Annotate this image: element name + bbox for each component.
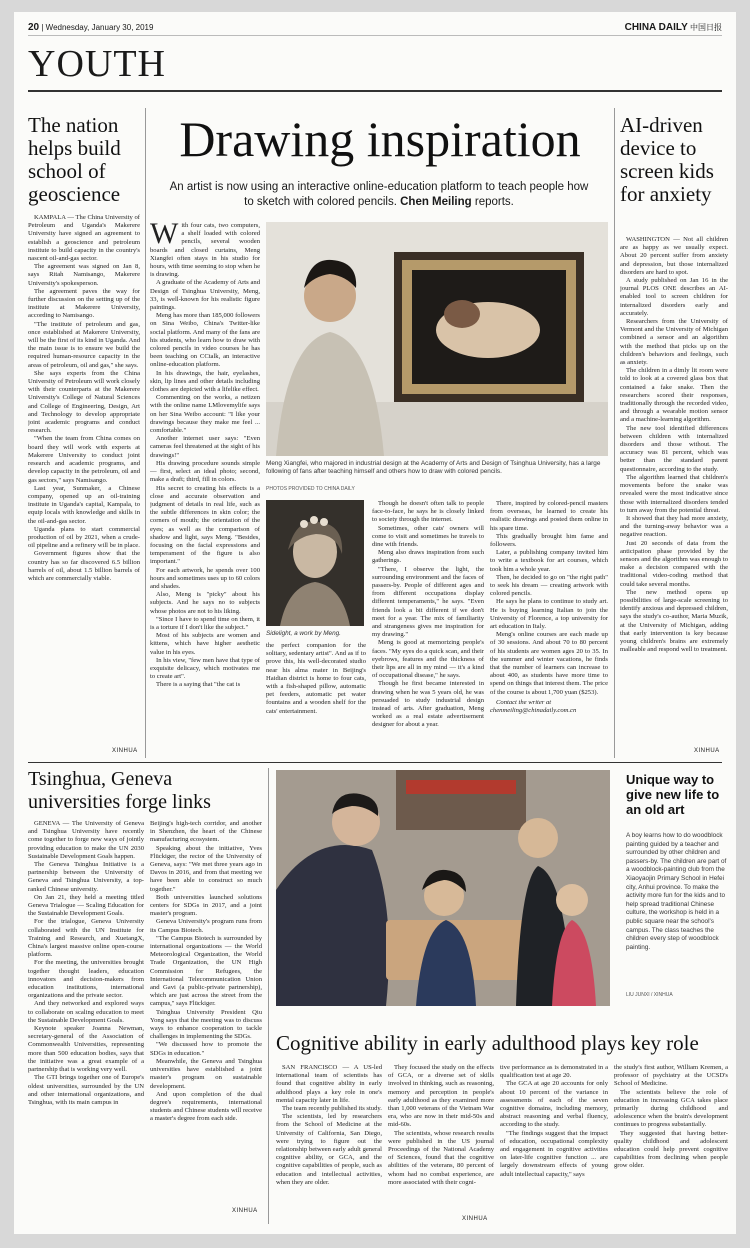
main-col-2 <box>266 642 366 756</box>
paragraph: Speaking about the initiative, Yves Flückiger, the rector of the University of Geneva, says: "We met three years ago in Davos in 2016, and from that meeting we have been able to construct so much together." <box>150 844 262 893</box>
main-deck-end: reports. <box>474 196 514 208</box>
main-col-4 <box>490 500 608 756</box>
left-story-body <box>28 214 140 744</box>
paragraph: Beijing's high-tech corridor, and another in Shenzhen, the heart of the Chinese manufacturing ecosystem. <box>150 820 262 844</box>
paragraph: In his drawings, the hair, eyelashes, skin, lip lines and other details including clothes are depicted with a lifelike effect. <box>150 369 260 394</box>
paragraph: Last year, Sunmaker, a Chinese company, opened up an oil-training institute in Uganda's capital, Kampala, to equip locals with knowledge and skills in the oil-and-gas sector. <box>28 484 140 525</box>
paragraph: Meanwhile, the Geneva and Tsinghua universities have established a joint master's program on sustainable development. <box>150 1057 262 1090</box>
paragraph: Also, Meng is "picky" about his subjects. And he says no to subjects whose photos are not to his liking. <box>150 591 260 615</box>
paragraph: His secret to creating his effects is a close and accurate observation and judgment of details in real life, such as the subtle differences in skin color; the corners of mouth; the orientation of the eyes; as well as the comparison of shadow and light, says Meng. "Besides, focusing on the facial expressions and temperament of the figure is also important." <box>150 484 260 566</box>
main-col-3 <box>372 500 484 756</box>
paragraph: They suggested that having better-quality childhood and adolescent education could help prevent cognitive capabilities from declining when people grow older. <box>614 1129 728 1170</box>
paragraph: Meng also draws inspiration from such gatherings. <box>372 549 484 565</box>
paragraph: GENEVA — The University of Geneva and Tsinghua University have recently come together to forge new ways of jointly providing education to make the UN 2030 Sustainable Development Goals happen. <box>28 820 144 860</box>
masthead: CHINA DAILY <box>624 22 688 33</box>
woodblock-illustration <box>276 770 610 1006</box>
section-title: YOUTH <box>28 43 166 85</box>
photo-story-credit: LIU JUNXI / XINHUA <box>626 992 673 998</box>
bottom-headline: Cognitive ability in early adulthood plays key role <box>276 1031 699 1055</box>
paragraph: Though he doesn't often talk to people face-to-face, he says he is closely linked to society through the internet. <box>372 500 484 524</box>
bottom-left-col-1 <box>28 820 144 1216</box>
paragraph: The scientists, whose research results were published in the US journal Proceedings of the National Academy of Sciences, found that the cognitive abilities of the veterans, 80 percent of whom had no combat experience, are more associated with their cogni- <box>388 1129 494 1186</box>
artist-photo-illustration <box>266 222 608 456</box>
paragraph: This gradually brought him fame and followers. <box>490 532 608 549</box>
paragraph: The GCA at age 20 accounts for only about 10 percent of the variance in assessments of each of the seven cognitive domains, including memory, abstract reasoning and verbal fluency, according to the study. <box>500 1080 608 1129</box>
artwork-photo <box>266 500 364 626</box>
paragraph: Commenting on the works, a netizen with the online name LMlovemylife says on her Sina Weibo account: "I like your drawings because they make me feel ... comfortable." <box>150 394 260 435</box>
paragraph: Then, he decided to go on "the right path" to seek his dream — creating artwork with colored pencils. <box>490 573 608 598</box>
paragraph: Meng's online courses are each made up of 30 sessions. And about 70 to 80 percent of his students are women ages 20 to 35. In the summer and winter vacations, he finds that the number of learners can increase to about 400, as students have more time to spend on things that interest them. The price of the course is about 1,700 yuan ($253). <box>490 631 608 696</box>
paragraph: The new tool identified differences between children with internalized disorders and those without. The accuracy was 81 percent, which was better than the standard parent questionnaire, according to the study. <box>620 424 728 473</box>
column-rule <box>614 108 615 758</box>
main-deck-author: Chen Meiling <box>400 196 472 208</box>
folio: 20 | Wednesday, January 30, 2019 CHINA DAILY 中国日报 <box>28 20 722 36</box>
paragraph: Later, a publishing company invited him to write a textbook for art courses, which took him a whole year. <box>490 549 608 573</box>
column-rule <box>268 768 269 1224</box>
paragraph: It showed that they had more anxiety, and the turning-away behavior was a negative reaction. <box>620 514 728 539</box>
paragraph: The GTI brings together one of Europe's oldest universities, surrounded by the UN and other international organizations, and Tsinghua, with its main campus in <box>28 1074 144 1106</box>
paragraph: In his view, "few men have that type of exquisite delicacy, which motivates me to create art". <box>150 656 260 681</box>
bottom-col-4 <box>614 1064 728 1214</box>
paragraph: His drawing procedure sounds simple — first, select an ideal photo; second, make a draft; third, fill in colors. <box>150 459 260 484</box>
paragraph: A study published on Jan 16 in the journal PLOS ONE describes an AI-enabled tool to screen children for internalized disorders early and accurately. <box>620 277 728 317</box>
paragraph: Tsinghua University President Qiu Yong says that the meeting was to discuss ways to enhance cooperation to tackle challenges in implementing the SDGs. <box>150 1008 262 1041</box>
paragraph: Another internet user says: "Even cameras feel threatened at the sight of his drawings!" <box>150 435 260 459</box>
paragraph: Uganda plans to start commercial production of oil by 2021, when a crude-oil pipeline and a refinery will be in place. <box>28 525 140 550</box>
section-rule <box>28 90 722 92</box>
main-col-1 <box>150 222 260 756</box>
paragraph: The agreement was signed on Jan 8, says Ritah Namisango, Makerere University's spokesperson. <box>28 263 140 287</box>
column-rule <box>145 108 146 758</box>
paragraph: the perfect companion for the solitary, sedentary artist". And as if to prove this, his well-decorated studio near his alma mater in Beijing's Haidian district is home to four cats, with a fish-shaped pillow, automatic pet feeders, automatic pet water fountains and a wooden shelf for the cats' entertainment. <box>266 642 366 715</box>
contact-label: Contact the writer at <box>496 698 552 706</box>
paragraph: The Geneva Tsinghua Initiative is a partnership between the University of Geneva and Tsinghua University, a top-ranked Chinese university. <box>28 861 144 893</box>
paragraph: The new method opens up possibilities of large-scale screening to identify anxious and depressed children, says the study's co-author, Maria Muzik, at the University of Michigan, adding that early intervention is key because young children's brains are extremely malleable and respond well to treatment. <box>620 588 728 654</box>
paragraph: There, inspired by colored-pencil masters from overseas, he learned to create his realistic drawings and posted them online in his spare time. <box>490 500 608 532</box>
main-photo <box>266 222 608 456</box>
main-photo-credit: PHOTOS PROVIDED TO CHINA DAILY <box>266 486 355 492</box>
paragraph: "The findings suggest that the impact of education, occupational complexity and engagement in cognitive activities on later-life cognitive function ... are largely downstream effects of young adult intellectual capacity," says <box>500 1129 608 1178</box>
main-photo-caption: Meng Xiangfei, who majored in industrial design at the Academy of Arts and Design of Tsinghua University, has a large following of fans after teaching himself and others how to draw with colored pencils. <box>266 460 601 475</box>
bottom-credit: XINHUA <box>462 1216 488 1222</box>
contact-email[interactable]: chenmeiling@chinadaily.com.cn <box>490 707 577 715</box>
paragraph: Meng has more than 185,000 followers on Sina Weibo, China's Twitter-like social platform. And many of the fans are his students, who learn how to draw with colored pencils in video courses he has been teaching on CCtalk, an interactive online-education platform. <box>150 312 260 369</box>
left-story-headline: The nation helps build school of geoscience <box>28 113 121 206</box>
paragraph: Government figures show that the country has so far discovered 6.5 billion barrels of oil, about 1.5 billion barrels of which are commercially viable. <box>28 550 140 582</box>
artwork-illustration <box>266 500 364 626</box>
paragraph: "There, I observe the light, the surrounding environment and the faces of passers-by. People of different ages and from different occupations display different temperaments," he says. "Even friends look a bit different if we don't meet for a year. The mix of familiarity and strangeness gives me inspiration for my drawing." <box>372 565 484 639</box>
right-story-headline: AI-driven device to screen kids for anxiety <box>620 113 714 206</box>
paragraph: She says experts from the China University of Petroleum will work closely with their counterparts at the Makerere University's College of Natural Sciences and College of Engineering, Design, Art and Technology to develop appropriate joint academic programs and conduct research. <box>28 369 140 435</box>
paragraph: Most of his subjects are women and kittens, which have higher aesthetic value in his eyes. <box>150 632 260 656</box>
bottom-col-1 <box>276 1064 382 1214</box>
page-number: 20 <box>28 22 40 33</box>
paragraph: tive performance as is demonstrated in a qualification test at age 20. <box>500 1064 608 1080</box>
paragraph: For the trialogue, Geneva University collaborated with the UN Institute for Training and Research, and XuetangX, China's largest massive online open-course platform. <box>28 918 144 959</box>
page-date: Wednesday, January 30, 2019 <box>45 23 154 32</box>
paragraph: Meng is good at memorizing people's faces. "My eyes do a quick scan, and their eyebrows, features and the thickness of their lips are all in my mind — it's a kind of occupational disease," he says. <box>372 639 484 680</box>
paragraph: The team recently published its study. <box>282 1105 382 1113</box>
paragraph: KAMPALA — The China University of Petroleum and Uganda's Makerere University have signed an agreement to establish a geoscience and petroleum institute to build capacity in the country's nascent oil-and-gas sector. <box>28 214 140 263</box>
paragraph: Geneva University's program runs from its Campus Biotech. <box>150 918 262 934</box>
right-story-body <box>620 236 728 744</box>
paragraph: And they networked and explored ways to collaborate on scaling education to meet the Sustainable Development Goals. <box>28 1000 144 1024</box>
paragraph: "When the team from China comes on board they will work with experts at Makerere University to conduct joint research and academic programs, and develop capacity in the petroleum, oil and gas sectors," says Namisango. <box>28 435 140 484</box>
main-deck <box>164 180 594 210</box>
woodblock-photo <box>276 770 610 1006</box>
paragraph: For the meeting, the universities brought together thought leaders, education innovators and decision-makers from education institutions, international organizations and the private sector. <box>28 959 144 1000</box>
bottom-left-col-2 <box>150 820 262 1206</box>
paragraph: A graduate of the Academy of Arts and Design of Tsinghua University, Meng, 33, is well-known for his realistic figure paintings. <box>150 279 260 312</box>
paragraph: ith four cats, two computers, a shelf loaded with colored pencils, several wooden boards and closed curtains, Meng Xiangfei often stays in his studio for hours, with time seeming to stop when he is drawing. <box>150 222 260 279</box>
paragraph: "We discussed how to promote the SDGs in education." <box>150 1041 262 1057</box>
paragraph: And upon completion of the dual degree's requirements, international students and Chinese students will receive a master's degree from each side. <box>150 1090 262 1123</box>
drop-cap: W <box>150 222 179 250</box>
paragraph: The scientists, led by researchers from the School of Medicine at the University of California, San Diego, were trying to figure out the relationship between early adult general cognitive ability, or GCA, and the cognitive capabilities of people, such as education and intellectual activities, when they are older. <box>276 1113 382 1186</box>
left-story-credit: XINHUA <box>112 748 138 754</box>
paragraph: Both universities launched solutions centers for SDGs in 2017, and a joint master's program. <box>150 893 262 918</box>
paragraph: "The Campus Biotech is surrounded by international organizations — the World Meteorological Organization, the World Trade Organization, the UN High Commission for Refugees, the International Telecommunication Union and Gavi (a public-private partnership), which are just across the street from the campus," says Flückiger. <box>150 934 262 1008</box>
main-deck-text: An artist is now using an interactive online-education platform to teach people how to sketch with colored pencils. <box>169 181 589 208</box>
paragraph: For each artwork, he spends over 100 hours and sometimes uses up to 60 colors and shades. <box>150 566 260 590</box>
paragraph: SAN FRANCISCO — A US-led international team of scientists has found that cognitive ability in early adulthood plays a key role in one's mental capacity later in life. <box>276 1064 382 1104</box>
paragraph: the study's first author, William Kremen, a professor of psychiatry at the UCSD's School of Medicine. <box>614 1064 728 1088</box>
paragraph: The children in a dimly lit room were told to look at a covered glass box that contained a fake snake. Then the researchers scored their responses, traditionally through the recorded video, and through a wearable motion sensor and a machine-learning algorithm. <box>620 367 728 424</box>
newspaper-page <box>14 12 736 1234</box>
paragraph: Keynote speaker Joanna Newman, secretary-general of the Association of Commonwealth Universities, representing more than 500 education bodies, says that the initiative was a great example of a partnership that is working very well. <box>28 1025 144 1074</box>
main-headline: Drawing inspiration <box>179 111 581 167</box>
paragraph: The scientists believe the role of education in increasing GCA takes place primarily during childhood and adolescence when the brain's development continues to progress substantially. <box>614 1088 728 1129</box>
paragraph: Though he first became interested in drawing when he was 5 years old, he was persuaded to study industrial design instead of arts. After graduation, Meng worked as a real estate advertisement designer for about a year. <box>372 680 484 729</box>
paragraph: Just 20 seconds of data from the anticipation phase provided by the sensors and the algorithm was enough to make a decision compared with the traditional video-coding method that could take several months. <box>620 539 728 588</box>
horizontal-rule <box>28 762 722 763</box>
paragraph: Sometimes, other cats' owners will come to visit and sometimes he travels to dine with friends. <box>372 524 484 549</box>
bottom-col-2 <box>388 1064 494 1214</box>
paragraph: The algorithm learned that children's movements before the snake was revealed were the most indicative since those with internalized disorders tended to turn away from the potential threat. <box>620 473 728 514</box>
bottom-left-credit: XINHUA <box>232 1208 258 1214</box>
bottom-left-headline: Tsinghua, Geneva universities forge links <box>28 768 211 813</box>
bottom-col-3 <box>500 1064 608 1214</box>
paragraph: Researchers from the University of Vermont and the University of Michigan combined a sensor and an algorithm with the method that picks up on the children's behaviors and feelings, such as anxiety. <box>620 318 728 367</box>
photo-story-caption: A boy learns how to do woodblock painting guided by a teacher and surrounded by other children and passers-by. The children are part of a woodblock-painting club from the Xiaoyaojin Primary School in Hefei city, Anhui province. To make the activity more fun for the kids and to help spread traditional Chinese culture, the workshop is held in a public square near the school's campus. The class teaches the children every step of woodblock painting. <box>626 832 727 951</box>
paragraph: "The institute of petroleum and gas, once established at Makerere University, will be the first of its kind in Uganda. And the main issue is to ensure we build the required human-resource capacity in the areas of petroleum, oil and gas," she says. <box>28 320 140 369</box>
artwork-caption: Sidelight, a work by Meng. <box>266 630 341 637</box>
paragraph: There is a saying that "the cat is <box>156 681 241 689</box>
paragraph: He says he plans to continue to study art. He is buying learning Italian to join the University of Florence, a top university for art education in Italy. <box>490 598 608 631</box>
paragraph: WASHINGTON — Not all children are as happy as we usually expect. About 20 percent suffer from anxiety and depression, but those internalized disorders are hard to spot. <box>620 236 728 276</box>
paragraph: The agreement paves the way for further discussion on the setting up of the institute at Makerere University, according to Namisango. <box>28 287 140 320</box>
right-story-credit: XINHUA <box>694 748 720 754</box>
paragraph: On Jan 21, they held a meeting titled Geneva Trialogue — Scaling Education for the Sustainable Development Goals. <box>28 893 144 918</box>
paragraph: They focused the study on the effects of GCA, or a diverse set of skills involved in thinking, such as reasoning, memory and perception in people's early adulthood as they examined more than 1,000 veterans of the Vietnam War era, who are now in their mid-50s and mid-60s. <box>388 1064 494 1129</box>
masthead-cn: 中国日报 <box>690 23 722 32</box>
paragraph: "Since I have to spend time on them, it is a torture if I don't like the subject." <box>150 615 260 631</box>
photo-story-headline: Unique way to give new life to an old art <box>626 772 720 817</box>
